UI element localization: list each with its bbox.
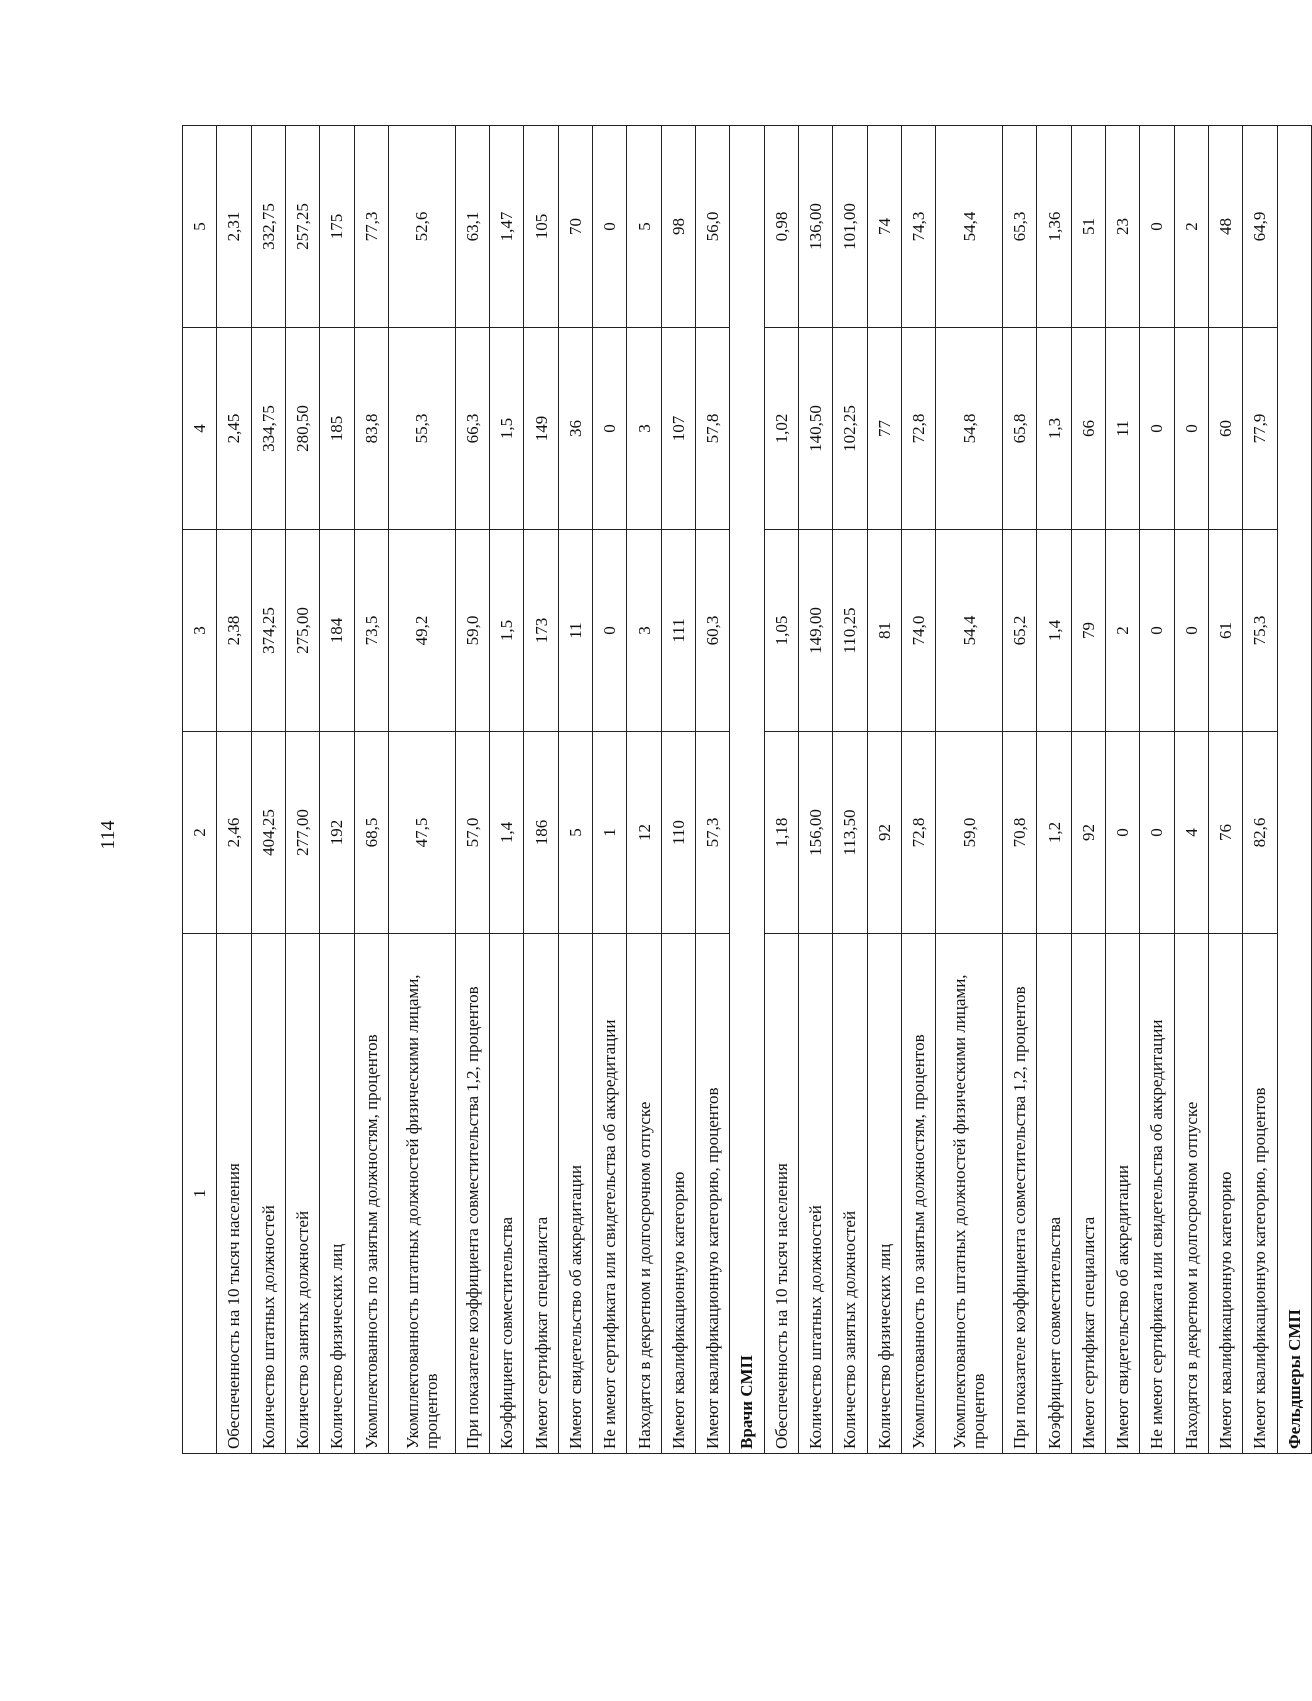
table-row <box>695 126 729 1454</box>
row-value: 36 <box>558 328 592 530</box>
row-value: 0 <box>1174 328 1208 530</box>
row-value: 5 <box>558 732 592 934</box>
row-value: 332,75 <box>251 126 285 328</box>
table-row <box>558 126 592 1454</box>
row-value: 48 <box>1208 126 1242 328</box>
row-value: 61 <box>1208 530 1242 732</box>
row-label: Имеют свидетельство об аккредитации <box>1106 934 1140 1454</box>
table-row <box>1208 126 1242 1454</box>
row-value: 2,38 <box>217 530 251 732</box>
table-row <box>217 126 251 1454</box>
row-value: 136,00 <box>798 126 832 328</box>
header-cell: 2 <box>183 732 217 934</box>
row-value: 2,45 <box>217 328 251 530</box>
row-label: Имеют сертификат специалиста <box>524 934 558 1454</box>
staffing-table-body <box>183 126 1312 1454</box>
row-value: 54,4 <box>936 530 1003 732</box>
staffing-table <box>182 125 1312 1454</box>
row-value: 173 <box>524 530 558 732</box>
row-value: 110,25 <box>833 530 867 732</box>
table-row <box>455 126 489 1454</box>
table-row <box>764 126 798 1454</box>
row-value: 0 <box>593 530 627 732</box>
row-value: 55,3 <box>388 328 455 530</box>
row-label: Обеспеченность на 10 тысяч населения <box>764 934 798 1454</box>
header-cell: 4 <box>183 328 217 530</box>
row-label: Имеют квалификационную категорию, процентов <box>695 934 729 1454</box>
row-label: При показателе коэффициента совместительства 1,2, процентов <box>1003 934 1037 1454</box>
table-row <box>388 126 455 1454</box>
row-label: Количество физических лиц <box>867 934 901 1454</box>
row-value: 3 <box>627 328 661 530</box>
row-value: 111 <box>661 530 695 732</box>
row-label: Количество штатных должностей <box>798 934 832 1454</box>
row-label: Коэффициент совместительства <box>1037 934 1071 1454</box>
table-row <box>901 126 935 1454</box>
row-value: 1,4 <box>490 732 524 934</box>
row-value: 47,5 <box>388 732 455 934</box>
row-value: 374,25 <box>251 530 285 732</box>
row-value: 3 <box>627 530 661 732</box>
table-row <box>627 126 661 1454</box>
row-value: 66,3 <box>455 328 489 530</box>
row-value: 72,8 <box>901 328 935 530</box>
row-value: 70 <box>558 126 592 328</box>
table-row <box>1071 126 1105 1454</box>
table-row <box>1106 126 1140 1454</box>
row-value: 77,3 <box>354 126 388 328</box>
row-value: 149 <box>524 328 558 530</box>
row-value: 76 <box>1208 732 1242 934</box>
row-value: 0 <box>1140 530 1174 732</box>
row-value: 1,05 <box>764 530 798 732</box>
row-value: 70,8 <box>1003 732 1037 934</box>
row-value: 59,0 <box>936 732 1003 934</box>
row-value: 68,5 <box>354 732 388 934</box>
row-value: 1 <box>593 732 627 934</box>
table-row <box>490 126 524 1454</box>
table-row <box>867 126 901 1454</box>
row-value: 105 <box>524 126 558 328</box>
row-value: 0 <box>1140 732 1174 934</box>
row-value: 98 <box>661 126 695 328</box>
table-row <box>320 126 354 1454</box>
header-cell: 1 <box>183 934 217 1454</box>
row-label: Укомплектованность штатных должностей физическими лицами, процентов <box>388 934 455 1454</box>
header-cell: 5 <box>183 126 217 328</box>
table-row <box>1174 126 1208 1454</box>
row-value: 404,25 <box>251 732 285 934</box>
table-header-row <box>183 126 217 1454</box>
row-value: 2 <box>1174 126 1208 328</box>
row-value: 1,2 <box>1037 732 1071 934</box>
row-label: Имеют сертификат специалиста <box>1071 934 1105 1454</box>
row-label: Находятся в декретном и долгосрочном отпуске <box>1174 934 1208 1454</box>
row-label: Находятся в декретном и долгосрочном отпуске <box>627 934 661 1454</box>
row-value: 82,6 <box>1243 732 1277 934</box>
table-row <box>251 126 285 1454</box>
row-value: 185 <box>320 328 354 530</box>
row-value: 2,31 <box>217 126 251 328</box>
row-value: 73,5 <box>354 530 388 732</box>
table-row <box>1140 126 1174 1454</box>
row-value: 54,4 <box>936 126 1003 328</box>
row-value: 59,0 <box>455 530 489 732</box>
row-value: 11 <box>558 530 592 732</box>
row-value: 57,8 <box>695 328 729 530</box>
section-title: Фельдшеры СМП <box>1277 126 1311 1454</box>
row-value: 1,5 <box>490 530 524 732</box>
section-header-row <box>1277 126 1311 1454</box>
row-value: 12 <box>627 732 661 934</box>
row-value: 1,36 <box>1037 126 1071 328</box>
row-value: 60,3 <box>695 530 729 732</box>
row-value: 77,9 <box>1243 328 1277 530</box>
row-value: 192 <box>320 732 354 934</box>
row-value: 52,6 <box>388 126 455 328</box>
row-value: 102,25 <box>833 328 867 530</box>
row-value: 0,98 <box>764 126 798 328</box>
header-cell: 3 <box>183 530 217 732</box>
table-row <box>833 126 867 1454</box>
row-label: Имеют квалификационную категорию, процентов <box>1243 934 1277 1454</box>
row-value: 0 <box>1140 328 1174 530</box>
row-value: 149,00 <box>798 530 832 732</box>
row-value: 156,00 <box>798 732 832 934</box>
row-label: Не имеют сертификата или свидетельства об аккредитации <box>1140 934 1174 1454</box>
row-value: 257,25 <box>285 126 319 328</box>
table-row <box>285 126 319 1454</box>
row-value: 186 <box>524 732 558 934</box>
row-label: Имеют квалификационную категорию <box>1208 934 1242 1454</box>
row-label: Укомплектованность по занятым должностям, процентов <box>354 934 388 1454</box>
row-value: 0 <box>1174 530 1208 732</box>
table-row <box>1003 126 1037 1454</box>
row-value: 1,4 <box>1037 530 1071 732</box>
table-row <box>1243 126 1277 1454</box>
row-value: 49,2 <box>388 530 455 732</box>
row-value: 57,0 <box>455 732 489 934</box>
row-value: 79 <box>1071 530 1105 732</box>
row-value: 63,1 <box>455 126 489 328</box>
page-number: 114 <box>97 820 119 850</box>
row-value: 2 <box>1106 530 1140 732</box>
section-title: Врачи СМП <box>730 126 764 1454</box>
row-label: Укомплектованность по занятым должностям, процентов <box>901 934 935 1454</box>
table-row <box>661 126 695 1454</box>
row-label: Имеют квалификационную категорию <box>661 934 695 1454</box>
row-value: 0 <box>593 328 627 530</box>
row-value: 275,00 <box>285 530 319 732</box>
table-row <box>593 126 627 1454</box>
row-label: Не имеют сертификата или свидетельства об аккредитации <box>593 934 627 1454</box>
row-value: 23 <box>1106 126 1140 328</box>
row-value: 72,8 <box>901 732 935 934</box>
table-row <box>524 126 558 1454</box>
table-row <box>936 126 1003 1454</box>
row-value: 2,46 <box>217 732 251 934</box>
row-value: 4 <box>1174 732 1208 934</box>
row-label: Количество занятых должностей <box>285 934 319 1454</box>
row-value: 92 <box>867 732 901 934</box>
row-value: 92 <box>1071 732 1105 934</box>
row-value: 65,3 <box>1003 126 1037 328</box>
row-value: 110 <box>661 732 695 934</box>
row-value: 1,47 <box>490 126 524 328</box>
row-value: 65,8 <box>1003 328 1037 530</box>
row-value: 140,50 <box>798 328 832 530</box>
row-label: Количество физических лиц <box>320 934 354 1454</box>
row-value: 184 <box>320 530 354 732</box>
row-value: 56,0 <box>695 126 729 328</box>
row-value: 65,2 <box>1003 530 1037 732</box>
row-value: 1,18 <box>764 732 798 934</box>
row-value: 60 <box>1208 328 1242 530</box>
row-value: 64,9 <box>1243 126 1277 328</box>
row-value: 1,3 <box>1037 328 1071 530</box>
row-value: 5 <box>627 126 661 328</box>
row-value: 277,00 <box>285 732 319 934</box>
row-value: 77 <box>867 328 901 530</box>
row-value: 75,3 <box>1243 530 1277 732</box>
row-label: При показателе коэффициента совместительства 1,2, процентов <box>455 934 489 1454</box>
row-label: Коэффициент совместительства <box>490 934 524 1454</box>
row-value: 54,8 <box>936 328 1003 530</box>
row-value: 1,5 <box>490 328 524 530</box>
row-value: 81 <box>867 530 901 732</box>
row-value: 74,3 <box>901 126 935 328</box>
table-row <box>798 126 832 1454</box>
row-value: 107 <box>661 328 695 530</box>
row-value: 0 <box>1106 732 1140 934</box>
table-row <box>1037 126 1071 1454</box>
row-value: 0 <box>593 126 627 328</box>
section-header-row <box>730 126 764 1454</box>
row-value: 1,02 <box>764 328 798 530</box>
row-value: 11 <box>1106 328 1140 530</box>
row-value: 57,3 <box>695 732 729 934</box>
row-value: 280,50 <box>285 328 319 530</box>
row-value: 74 <box>867 126 901 328</box>
row-label: Укомплектованность штатных должностей физическими лицами, процентов <box>936 934 1003 1454</box>
row-value: 51 <box>1071 126 1105 328</box>
row-value: 334,75 <box>251 328 285 530</box>
table-row <box>354 126 388 1454</box>
row-value: 83,8 <box>354 328 388 530</box>
row-value: 175 <box>320 126 354 328</box>
row-value: 101,00 <box>833 126 867 328</box>
row-value: 0 <box>1140 126 1174 328</box>
row-value: 113,50 <box>833 732 867 934</box>
row-label: Имеют свидетельство об аккредитации <box>558 934 592 1454</box>
row-label: Количество штатных должностей <box>251 934 285 1454</box>
row-label: Количество занятых должностей <box>833 934 867 1454</box>
row-value: 74,0 <box>901 530 935 732</box>
row-label: Обеспеченность на 10 тысяч населения <box>217 934 251 1454</box>
staffing-table-wrapper <box>182 126 1312 1454</box>
row-value: 66 <box>1071 328 1105 530</box>
